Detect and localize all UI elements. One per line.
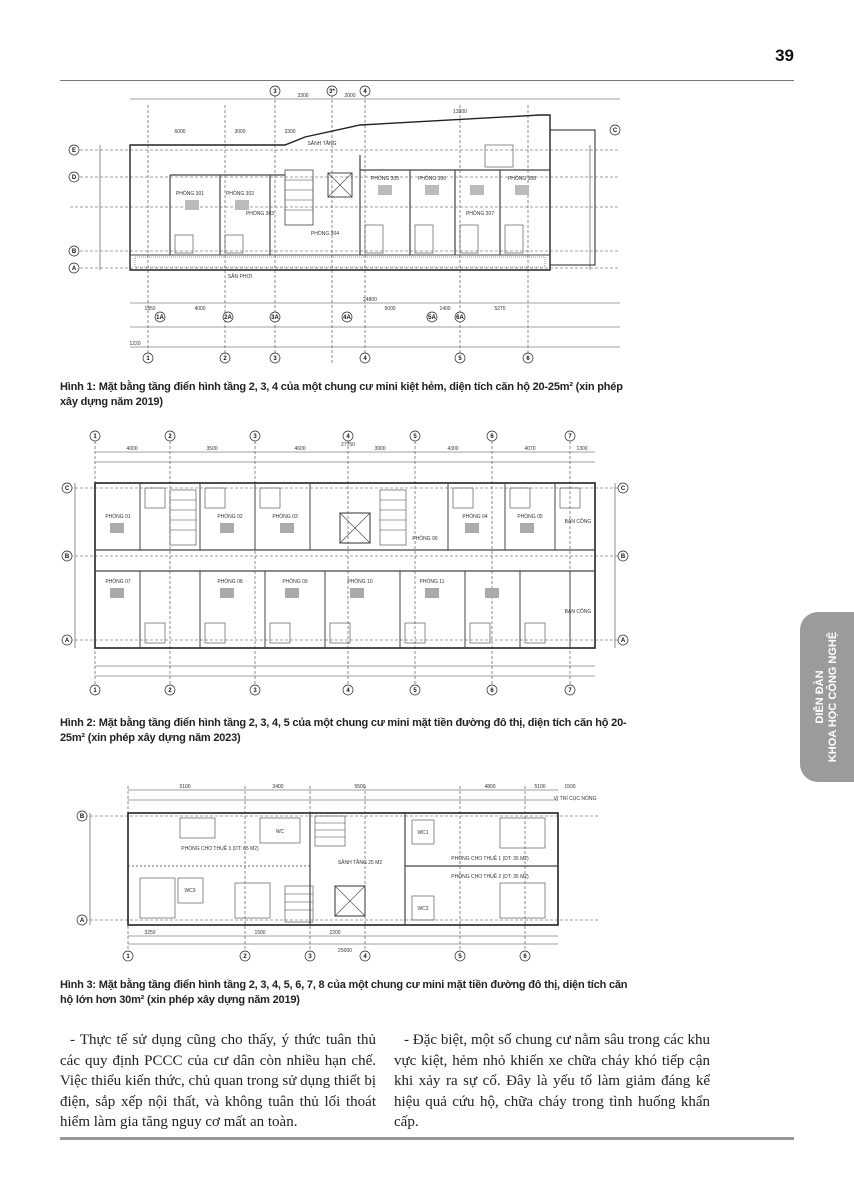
fig2-balcony-label: BAN CÔNG xyxy=(564,609,592,615)
fig1-dim: 1220 xyxy=(129,341,141,347)
fig1-axis-b-2: 2 xyxy=(223,356,227,362)
fig2-room-label: PHÒNG 01 xyxy=(105,514,131,520)
fig3-room-label: PHÒNG CHO THUÊ 2 (DT: 35 M2) xyxy=(451,874,529,880)
figure-2-floor-plan xyxy=(60,428,790,698)
fig3-axis-3: 3 xyxy=(308,954,312,960)
fig2-axis-side-c: C xyxy=(64,486,70,492)
fig3-axis-side-a: A xyxy=(79,918,85,924)
header-rule xyxy=(60,80,794,81)
fig2-room-label: PHÒNG 08 xyxy=(217,579,243,585)
fig2-axis-side-c-right: C xyxy=(620,486,626,492)
fig1-dim: 24800 xyxy=(363,297,377,303)
side-tab-label xyxy=(814,632,840,762)
fig2-axis-6-bottom: 6 xyxy=(490,688,494,694)
fig2-axis-side-a-right: A xyxy=(620,638,626,644)
figure-2-caption: Hình 2: Mặt bằng tầng điển hình tầng 2, 3, 4, 5 của một chung cư mini mặt tiền đường đô thị, diện tích căn hộ 20-25m² (xin phép xây dựng năm 2023) xyxy=(60,717,627,744)
fig3-room-label: WC xyxy=(275,829,285,835)
fig2-room-label: PHÒNG 07 xyxy=(105,579,131,585)
fig1-dim: 6000 xyxy=(174,129,186,135)
fig3-dim: 5100 xyxy=(534,784,546,790)
fig3-room-label: PHÒNG CHO THUÊ 3 (DT: 65 M2) xyxy=(181,846,259,852)
floor-plan-3-drawing xyxy=(60,778,790,963)
fig3-room-label: WC3 xyxy=(184,888,196,894)
fig1-axis-a-3: 3A xyxy=(271,315,279,321)
fig3-dim: 1500 xyxy=(564,784,576,790)
body-text-left-column: - Thực tế sử dụng cũng cho thấy, ý thức tuân thủ các quy định PCCC của cư dân còn nhiều hạn chế. Việc thiếu kiến thức, chủ quan trong sử dụng thiết bị điện, sắp xếp nội thất, và không tuân thủ lối thoát hiểm làm gia tăng nguy cơ mất an toàn. xyxy=(60,1032,376,1130)
footer-rule xyxy=(60,1137,794,1140)
fig1-axis-b-5: 5 xyxy=(458,356,462,362)
fig1-axis-side-5: A xyxy=(71,266,77,272)
fig1-axis-side-1: E xyxy=(71,148,77,154)
fig2-axis-5: 5 xyxy=(413,434,417,440)
fig1-dim: 3000 xyxy=(234,129,246,135)
floor-plan-2-drawing xyxy=(60,428,790,698)
fig1-axis-b-1: 1 xyxy=(146,356,150,362)
fig3-dim: 1500 xyxy=(254,930,266,936)
fig3-axis-5: 5 xyxy=(458,954,462,960)
page-number: 39 xyxy=(775,46,794,65)
fig2-dim: 4000 xyxy=(126,446,138,452)
fig2-room-label: PHÒNG 11 xyxy=(419,579,445,585)
fig1-room-label: PHÒNG 304 xyxy=(310,231,340,237)
fig1-dim: 13200 xyxy=(453,109,467,115)
section-side-tab xyxy=(800,612,854,782)
fig1-axis-side-2: D xyxy=(71,175,77,181)
fig2-axis-3-bottom: 3 xyxy=(253,688,257,694)
fig2-axis-side-b-right: B xyxy=(620,554,626,560)
fig3-dim: 25000 xyxy=(338,948,352,954)
fig2-axis-7-bottom: 7 xyxy=(568,688,572,694)
fig3-room-label: PHÒNG CHO THUÊ 1 (DT: 35 M2) xyxy=(451,856,529,862)
fig3-axis-6: 6 xyxy=(523,954,527,960)
fig3-axis-side-b: B xyxy=(79,814,85,820)
fig1-dim: 3300 xyxy=(284,129,296,135)
fig1-dim: 5000 xyxy=(384,306,396,312)
fig1-dim: 1950 xyxy=(144,306,156,312)
fig1-room-label: PHÒNG 305 xyxy=(370,176,400,182)
fig2-room-label: PHÒNG 03 xyxy=(272,514,298,520)
fig3-dim: 4800 xyxy=(484,784,496,790)
fig1-dim: 3300 xyxy=(297,93,309,99)
fig1-dim: 5270 xyxy=(494,306,506,312)
fig1-room-label: SẢNH TẦNG xyxy=(307,141,337,147)
fig3-axis-2: 2 xyxy=(243,954,247,960)
fig2-axis-4-bottom: 4 xyxy=(346,688,350,694)
fig3-axis-4: 4 xyxy=(363,954,367,960)
fig1-dim: 4000 xyxy=(194,306,206,312)
floor-plan-1-drawing xyxy=(60,85,790,375)
fig2-dim: 3500 xyxy=(206,446,218,452)
fig2-dim: 4600 xyxy=(294,446,306,452)
fig3-room-label: WC1 xyxy=(417,830,429,836)
fig2-axis-3: 3 xyxy=(253,434,257,440)
fig1-axis-a-1: 1A xyxy=(156,315,164,321)
fig3-dim: 3250 xyxy=(144,930,156,936)
fig2-room-label: PHÒNG 06 xyxy=(412,536,438,542)
body-text-right-column: - Đặc biệt, một số chung cư nằm sâu trong các khu vực kiệt, hẻm nhỏ khiến xe chữa cháy khó tiếp cận khi xảy ra sự cố. Đây là yếu tố làm giảm đáng kể hiệu quả cứu hộ, chữa cháy trong tình huống khẩn cấp. xyxy=(394,1032,710,1130)
fig3-dim: 2200 xyxy=(329,930,341,936)
fig3-dim: 5100 xyxy=(179,784,191,790)
fig2-dim: 1300 xyxy=(576,446,588,452)
fig2-axis-2: 2 xyxy=(168,434,172,440)
figure-1-caption: Hình 1: Mặt bằng tầng điển hình tầng 2, 3, 4 của một chung cư mini kiệt hẻm, diện tích căn hộ 20-25m² (xin phép xây dựng năm 2019) xyxy=(60,381,623,408)
fig3-room-label: SẢNH TẦNG 25 M2 xyxy=(337,860,383,866)
fig2-room-label: PHÒNG 10 xyxy=(347,579,373,585)
fig1-axis-b-3: 3 xyxy=(273,356,277,362)
fig2-dim: 4300 xyxy=(447,446,459,452)
fig1-axis-top-3: 4 xyxy=(363,89,367,95)
fig1-axis-a-2: 2A xyxy=(224,315,232,321)
fig1-axis-b-4: 4 xyxy=(363,356,367,362)
fig1-room-label: SÂN PHƠI xyxy=(227,274,253,280)
fig1-axis-top-2: 3* xyxy=(329,89,335,95)
fig1-room-label: PHÒNG 307 xyxy=(465,211,495,217)
figure-3-caption: Hình 3: Mặt bằng tầng điển hình tầng 2, 3, 4, 5, 6, 7, 8 của một chung cư mini mặt tiền đường đô thị, diện tích căn hộ lớn hơn 30m² (xin phép xây dựng năm 2019) xyxy=(60,979,628,1006)
fig2-balcony-label: BAN CÔNG xyxy=(564,519,592,525)
fig1-room-label: PHÒNG 303 xyxy=(245,211,275,217)
fig3-dim: 3400 xyxy=(272,784,284,790)
fig2-axis-side-b: B xyxy=(64,554,70,560)
fig1-room-label: PHÒNG 306 xyxy=(417,176,447,182)
side-tab-line2: KHOA HỌC CÔNG NGHỆ xyxy=(827,631,839,763)
fig1-axis-a-5: 5A xyxy=(428,315,436,321)
fig1-axis-a-4: 4A xyxy=(343,315,351,321)
fig2-axis-1: 1 xyxy=(93,434,97,440)
side-tab-line1: DIỄN ĐÀN xyxy=(814,670,826,724)
figure-1-floor-plan xyxy=(60,85,790,375)
fig2-axis-1-bottom: 1 xyxy=(93,688,97,694)
fig1-axis-b-6: 6 xyxy=(526,356,530,362)
fig2-axis-5-bottom: 5 xyxy=(413,688,417,694)
fig2-room-label: PHÒNG 05 xyxy=(517,514,543,520)
fig1-room-label: PHÒNG 308 xyxy=(507,176,537,182)
fig1-axis-side-3: C xyxy=(612,128,618,134)
fig2-room-label: PHÒNG 09 xyxy=(282,579,308,585)
fig2-dim: 27750 xyxy=(341,442,355,448)
fig2-room-label: PHÒNG 04 xyxy=(462,514,488,520)
fig1-dim: 2000 xyxy=(344,93,356,99)
fig3-dim: 5500 xyxy=(354,784,366,790)
fig2-axis-4: 4 xyxy=(346,434,350,440)
fig1-room-label: PHÒNG 302 xyxy=(225,191,255,197)
fig2-axis-6: 6 xyxy=(490,434,494,440)
fig2-room-label: PHÒNG 02 xyxy=(217,514,243,520)
fig1-axis-side-4: B xyxy=(71,249,77,255)
fig2-dim: 3900 xyxy=(374,446,386,452)
fig3-room-label: WC2 xyxy=(417,906,429,912)
fig2-axis-side-a: A xyxy=(64,638,70,644)
fig2-axis-7: 7 xyxy=(568,434,572,440)
fig1-axis-top-1: 3 xyxy=(273,89,277,95)
fig1-room-label: PHÒNG 301 xyxy=(175,191,205,197)
fig2-dim: 4070 xyxy=(524,446,536,452)
fig2-axis-2-bottom: 2 xyxy=(168,688,172,694)
fig3-axis-1: 1 xyxy=(126,954,130,960)
fig1-dim: 1400 xyxy=(439,306,451,312)
figure-3-floor-plan xyxy=(60,778,790,963)
fig3-room-label: VỊ TRÍ CỤC NÓNG xyxy=(553,796,597,802)
fig1-axis-a-6: 6A xyxy=(456,315,464,321)
